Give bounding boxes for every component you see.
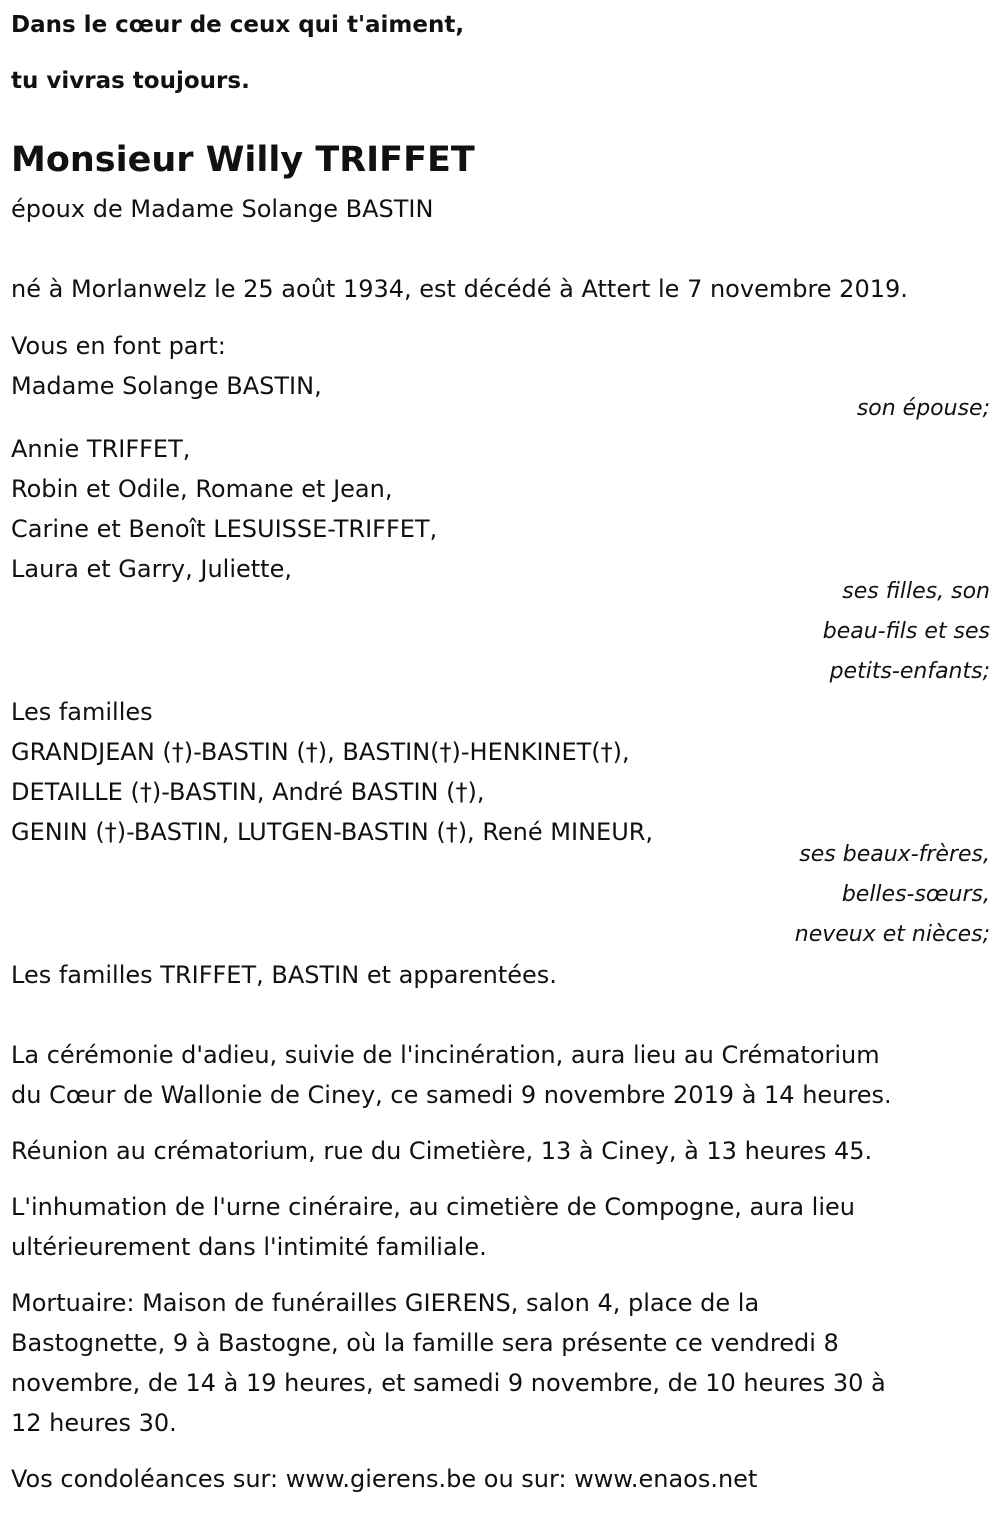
- birth-death-line: né à Morlanwelz le 25 août 1934, est décédé à Attert le 7 novembre 2019.: [11, 275, 908, 303]
- mortuary-text: Bastognette, 9 à Bastogne, où la famille sera présente ce vendredi 8: [11, 1329, 839, 1357]
- spouse-line: époux de Madame Solange BASTIN: [11, 195, 434, 223]
- announcer-name: GRANDJEAN (†)-BASTIN (†), BASTIN(†)-HENKINET(†),: [11, 738, 630, 766]
- announcer-name: Robin et Odile, Romane et Jean,: [11, 475, 393, 503]
- epigraph-line-2: tu vivras toujours.: [11, 68, 250, 94]
- announcer-name: Carine et Benoît LESUISSE-TRIFFET,: [11, 515, 438, 543]
- announcer-name: Madame Solange BASTIN,: [11, 372, 322, 400]
- epigraph-line-1: Dans le cœur de ceux qui t'aiment,: [11, 12, 465, 38]
- announcer-name: Laura et Garry, Juliette,: [11, 555, 292, 583]
- burial-text: ultérieurement dans l'intimité familiale.: [11, 1233, 487, 1261]
- announcer-name: Les familles: [11, 698, 153, 726]
- relation-label: belles-sœurs,: [841, 882, 990, 907]
- families-closing: Les familles TRIFFET, BASTIN et apparentées.: [11, 961, 557, 989]
- meeting-text: Réunion au crématorium, rue du Cimetière, 13 à Ciney, à 13 heures 45.: [11, 1137, 873, 1165]
- deceased-name: Monsieur Willy TRIFFET: [11, 140, 475, 180]
- mortuary-text: 12 heures 30.: [11, 1409, 177, 1437]
- condolences-text: Vos condoléances sur: www.gierens.be ou sur: www.enaos.net: [11, 1465, 758, 1493]
- relation-label: beau-fils et ses: [822, 619, 990, 644]
- mortuary-text: Mortuaire: Maison de funérailles GIERENS, salon 4, place de la: [11, 1289, 760, 1317]
- relation-label: ses filles, son: [842, 579, 990, 604]
- relation-label: ses beaux-frères,: [799, 842, 990, 867]
- mortuary-text: novembre, de 14 à 19 heures, et samedi 9 novembre, de 10 heures 30 à: [11, 1369, 886, 1397]
- ceremony-text: du Cœur de Wallonie de Ciney, ce samedi 9 novembre 2019 à 14 heures.: [11, 1081, 892, 1109]
- announcer-name: GENIN (†)-BASTIN, LUTGEN-BASTIN (†), René MINEUR,: [11, 818, 654, 846]
- relation-label: neveux et nièces;: [794, 922, 990, 947]
- announcer-name: Annie TRIFFET,: [11, 435, 191, 463]
- relation-label: petits-enfants;: [829, 659, 990, 684]
- ceremony-text: La cérémonie d'adieu, suivie de l'incinération, aura lieu au Crématorium: [11, 1041, 880, 1069]
- burial-text: L'inhumation de l'urne cinéraire, au cimetière de Compogne, aura lieu: [11, 1193, 855, 1221]
- announcers-intro: Vous en font part:: [11, 332, 226, 360]
- announcer-name: DETAILLE (†)-BASTIN, André BASTIN (†),: [11, 778, 485, 806]
- relation-label: son épouse;: [856, 396, 990, 421]
